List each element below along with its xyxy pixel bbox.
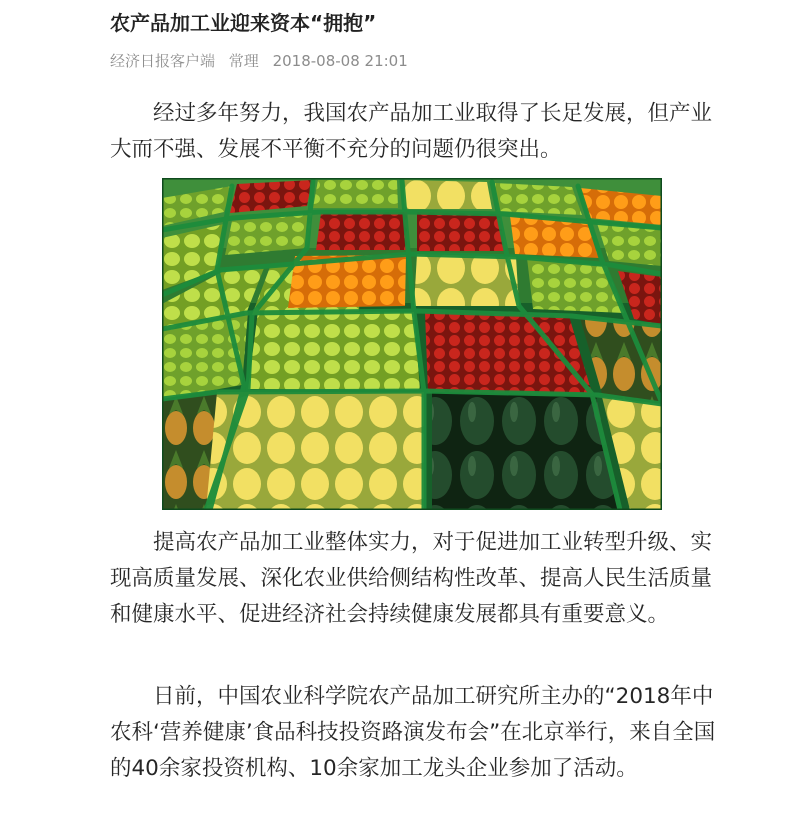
article-datetime: 2018-08-08 21:01	[272, 52, 408, 70]
article-paragraph: 日前，中国农业科学院农产品加工研究所主办的“2018年中农科‘营养健康’食品科技投资路演发布会”在北京举行，来自全国的40余家投资机构、10余家加工龙头企业参加了活动。	[110, 684, 716, 781]
article-paragraph: 提高农产品加工业整体实力，对于促进加工业转型升级、实现高质量发展、深化农业供给侧结构性改革、提高人民生活质量和健康水平、促进经济社会持续健康发展都具有重要意义。	[110, 530, 713, 627]
article-paragraph: 经过多年努力，我国农产品加工业取得了长足发展，但产业大而不强、发展不平衡不充分的问题仍很突出。	[110, 101, 713, 162]
article-author: 常理	[228, 52, 259, 70]
article-meta	[110, 50, 417, 72]
article-source: 经济日报客户端	[110, 52, 216, 70]
produce-market-image	[162, 178, 662, 510]
article-title: 农产品加工业迎来资本“拥抱”	[110, 11, 377, 35]
produce-market-illustration	[162, 178, 662, 510]
